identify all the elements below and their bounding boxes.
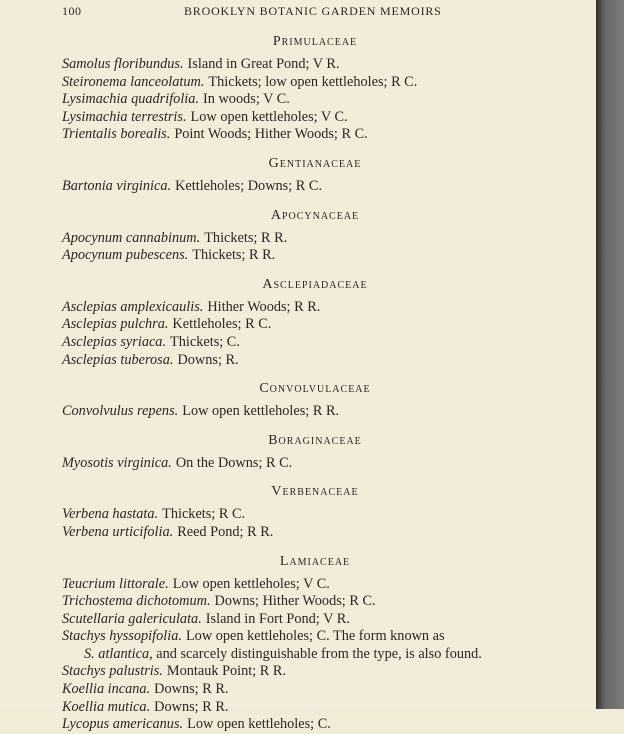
list-item — [62, 611, 568, 629]
list-item — [62, 681, 568, 699]
species-name: Stachys palustris. — [62, 663, 163, 680]
list-item — [62, 299, 568, 317]
habitat-note: Thickets; C. — [170, 333, 240, 350]
species-name: Asclepias syriaca. — [62, 333, 167, 350]
family-heading: Primulaceae — [272, 34, 358, 49]
list-item — [62, 716, 568, 734]
habitat-note: Kettleholes; Downs; R C. — [175, 177, 323, 194]
species-name: Trientalis borealis. — [62, 126, 171, 143]
habitat-note: Hither Woods; R R. — [207, 298, 321, 315]
scanner-shadow-edge — [596, 0, 624, 709]
page-number: 100 — [62, 4, 82, 18]
list-item — [62, 628, 568, 663]
species-name: Apocynum pubescens. — [62, 247, 189, 264]
list-item — [62, 455, 568, 473]
family-heading: Lamiaceae — [279, 553, 351, 569]
list-item — [62, 247, 568, 265]
habitat-note: Thickets; R C. — [162, 506, 246, 523]
species-name: Lysimachia quadrifolia. — [62, 91, 199, 108]
list-item — [62, 74, 568, 92]
family-heading: Asclepiadaceae — [262, 276, 368, 292]
list-item — [62, 699, 568, 717]
species-name: Koellia mutica. — [62, 698, 151, 715]
habitat-note: Low open kettleholes; C. — [187, 716, 331, 733]
list-item — [62, 663, 568, 681]
family-heading: Apocynaceae — [270, 207, 360, 223]
habitat-note: Low open kettleholes; R R. — [182, 403, 340, 420]
list-item — [62, 576, 568, 594]
family-heading: Gentianaceae — [268, 155, 362, 171]
species-name: Bartonia virginica. — [62, 177, 172, 194]
list-item — [62, 352, 568, 370]
species-name: Convolvulus repens. — [62, 403, 179, 420]
habitat-note: Thickets; R R. — [192, 247, 276, 264]
habitat-note: Montauk Point; R R. — [166, 663, 287, 680]
list-item — [62, 230, 568, 248]
species-name: Apocynum cannabinum. — [62, 229, 201, 246]
list-item — [62, 178, 568, 196]
list-item — [62, 109, 568, 127]
list-item — [62, 524, 568, 542]
habitat-note: Downs; R. — [177, 351, 239, 368]
species-name: Trichostema dichotomum. — [62, 593, 211, 610]
habitat-note: In woods; V C. — [203, 91, 290, 108]
species-name: Myosotis virginica. — [62, 454, 172, 471]
habitat-note: Downs; R R. — [154, 698, 229, 715]
species-name: Asclepias tuberosa. — [62, 351, 174, 368]
running-header — [62, 4, 562, 20]
habitat-note: Downs; R R. — [154, 681, 229, 698]
list-item — [62, 91, 568, 109]
species-name: Asclepias amplexicaulis. — [62, 298, 204, 315]
list-item — [62, 56, 568, 74]
habitat-note-continued: and scarcely distinguishable from the type, is also found. — [156, 645, 482, 662]
family-heading: Verbenaceae — [271, 484, 359, 500]
habitat-note: Kettleholes; R C. — [172, 316, 272, 333]
species-name: Steironema lanceolatum. — [62, 73, 205, 90]
variety-name: S. atlantica, — [84, 645, 153, 662]
list-item — [62, 334, 568, 352]
habitat-note: On the Downs; R C. — [175, 454, 293, 471]
species-name: Verbena urticifolia. — [62, 523, 174, 540]
family-heading: Convolvulaceae — [259, 381, 371, 397]
list-item — [62, 593, 568, 611]
habitat-note: Island in Great Pond; V R. — [187, 56, 340, 72]
habitat-note: Thickets; low open kettleholes; R C. — [208, 73, 418, 90]
list-item — [62, 506, 568, 524]
list-item — [62, 126, 568, 144]
habitat-note: Point Woods; Hither Woods; R C. — [174, 126, 368, 143]
continuation-line — [62, 646, 568, 664]
habitat-note: Thickets; R R. — [204, 229, 288, 246]
species-name: Scutellaria galericulata. — [62, 610, 202, 627]
species-name: Verbena hastata. — [62, 506, 159, 523]
species-name: Lysimachia terrestris. — [62, 108, 187, 125]
family-heading: Boraginaceae — [268, 432, 362, 448]
habitat-note: Low open kettleholes; V C. — [172, 575, 330, 592]
species-name: Lycopus americanus. — [62, 716, 184, 733]
list-item — [62, 316, 568, 334]
species-name: Stachys hyssopifolia. — [62, 628, 182, 645]
habitat-note: Low open kettleholes; V C. — [190, 108, 348, 125]
species-name: Asclepias pulchra. — [62, 316, 169, 333]
habitat-note: Reed Pond; R R. — [177, 523, 274, 540]
species-name: Samolus floribundus. — [62, 56, 184, 72]
species-name: Teucrium littorale. — [62, 575, 169, 592]
habitat-note: Downs; Hither Woods; R C. — [214, 593, 376, 610]
species-name: Koellia incana. — [62, 681, 151, 698]
running-title: BROOKLYN BOTANIC GARDEN MEMOIRS — [184, 4, 442, 18]
habitat-note: Island in Fort Pond; V R. — [205, 610, 350, 627]
species-list — [62, 34, 568, 734]
list-item — [62, 403, 568, 421]
habitat-note: Low open kettleholes; C. The form known as — [185, 628, 445, 645]
